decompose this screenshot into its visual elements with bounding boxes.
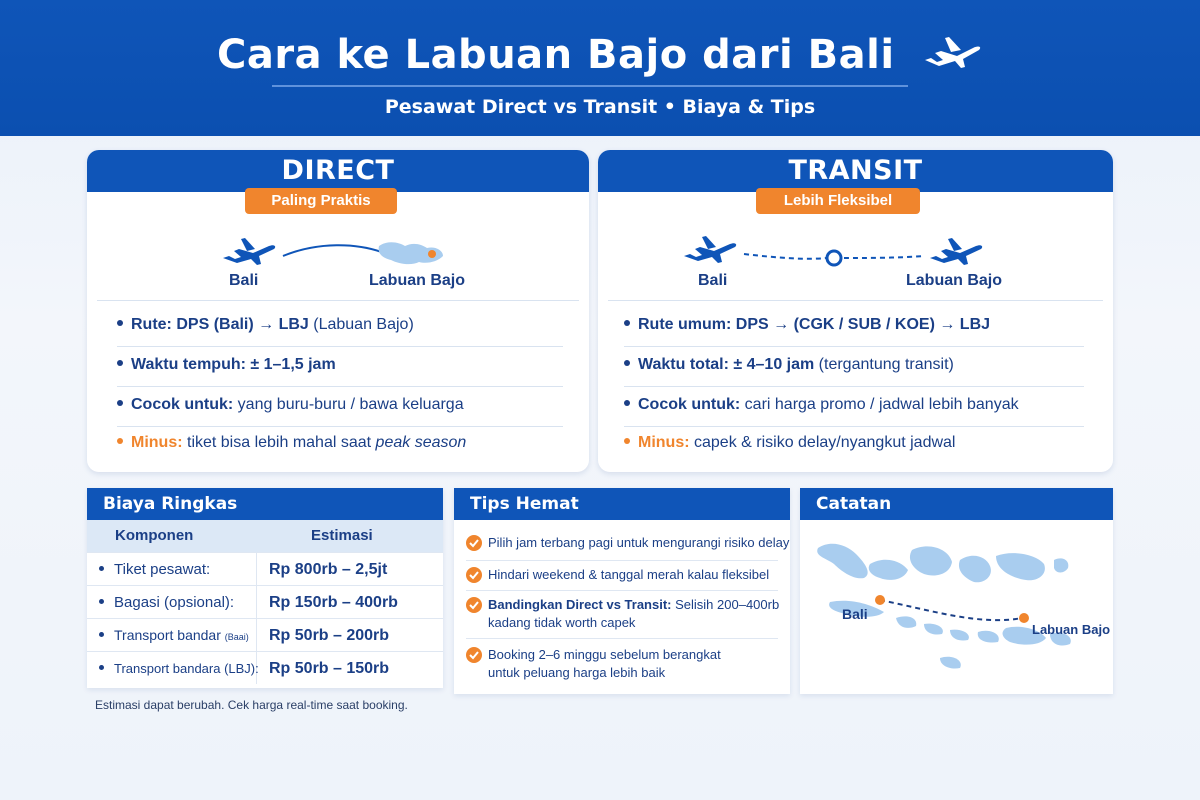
airplane-icon [930, 238, 982, 265]
check-circle-icon [466, 597, 482, 613]
check-circle-icon [466, 567, 482, 583]
map-label-bali: Bali [842, 606, 868, 622]
island-map-icon [379, 242, 443, 264]
airplane-icon [684, 236, 736, 263]
tip-divider [466, 560, 778, 561]
row-divider [624, 386, 1084, 387]
direct-minus-row: Minus: tiket bisa lebih mahal saat peak season [117, 434, 466, 452]
airplane-icon [921, 34, 983, 80]
labuan-bajo-marker-icon [1019, 613, 1029, 623]
direct-route-graphic [87, 228, 589, 288]
direct-route-row: Rute: DPS (Bali) → LBJ (Labuan Bajo) [117, 316, 414, 334]
tip-item: Pilih jam terbang pagi untuk mengurangi risiko delay [466, 534, 790, 552]
tip-item: Bandingkan Direct vs Transit: Selisih 200–400rb kadang tidak worth capek [466, 596, 786, 632]
cost-table-header [87, 520, 443, 552]
tip-divider [466, 590, 778, 591]
direct-card [87, 150, 589, 472]
direct-time-row: Waktu tempuh: ± 1–1,5 jam [117, 356, 336, 374]
tips-panel [454, 488, 790, 694]
transit-stop-icon [827, 251, 841, 265]
transit-route-graphic [598, 228, 1113, 288]
row-divider [624, 426, 1084, 427]
transit-time-row: Waktu total: ± 4–10 jam (tergantung transit) [624, 356, 954, 374]
transit-divider [608, 300, 1103, 301]
bali-marker-icon [875, 595, 885, 605]
table-row: Tiket pesawat: Rp 800rb – 2,5jt [87, 552, 443, 585]
tip-item: Hindari weekend & tanggal merah kalau fleksibel [466, 566, 790, 584]
table-row: Transport bandar (Baai) Rp 50rb – 200rb [87, 618, 443, 651]
cost-panel-title: Biaya Ringkas [87, 488, 443, 520]
cost-col-component: Komponen [115, 527, 194, 544]
transit-badge: Lebih Fleksibel [756, 188, 920, 214]
transit-route-line-2 [844, 256, 924, 258]
tip-divider [466, 638, 778, 639]
cost-col-estimate: Estimasi [311, 527, 373, 544]
cost-table [87, 520, 443, 684]
page-title-text: Cara ke Labuan Bajo dari Bali [217, 32, 895, 78]
page-title [0, 32, 1200, 80]
airplane-icon [223, 238, 275, 265]
direct-from-label: Bali [229, 272, 259, 289]
direct-suitable-row: Cocok untuk: yang buru-buru / bawa keluarga [117, 396, 464, 414]
cost-note: Estimasi dapat berubah. Cek harga real-time saat booking. [95, 698, 408, 712]
direct-divider [97, 300, 579, 301]
transit-card-title: TRANSIT [598, 150, 1113, 192]
map-label-labuan-bajo: Labuan Bajo [1032, 622, 1111, 637]
notes-panel [800, 488, 1113, 694]
page-subtitle: Pesawat Direct vs Transit • Biaya & Tips [384, 96, 816, 118]
transit-route-row: Rute umum: DPS → (CGK / SUB / KOE) → LBJ [624, 316, 990, 334]
table-row: Bagasi (opsional): Rp 150rb – 400rb [87, 585, 443, 618]
row-divider [624, 346, 1084, 347]
transit-card [598, 150, 1113, 472]
row-divider [117, 426, 563, 427]
tip-item: Booking 2–6 minggu sebelum berangkat untuk peluang harga lebih baik [466, 646, 756, 682]
direct-route-line [283, 245, 387, 256]
direct-badge: Paling Praktis [245, 188, 397, 214]
direct-card-title: DIRECT [87, 150, 589, 192]
check-circle-icon [466, 647, 482, 663]
direct-to-label: Labuan Bajo [369, 272, 466, 289]
table-row: Transport bandara (LBJ): Rp 50rb – 150rb [87, 651, 443, 684]
check-circle-icon [466, 535, 482, 551]
row-divider [117, 386, 563, 387]
transit-suitable-row: Cocok untuk: cari harga promo / jadwal lebih banyak [624, 396, 1019, 414]
transit-route-line-1 [744, 254, 826, 259]
tips-panel-title: Tips Hemat [454, 488, 790, 520]
transit-from-label: Bali [698, 272, 728, 289]
transit-minus-row: Minus: capek & risiko delay/nyangkut jadwal [624, 434, 955, 452]
cost-panel [87, 488, 443, 688]
header-banner [0, 0, 1200, 136]
row-divider [117, 346, 563, 347]
notes-panel-title: Catatan [800, 488, 1113, 520]
transit-to-label: Labuan Bajo [906, 272, 1003, 289]
header-divider [272, 85, 908, 87]
